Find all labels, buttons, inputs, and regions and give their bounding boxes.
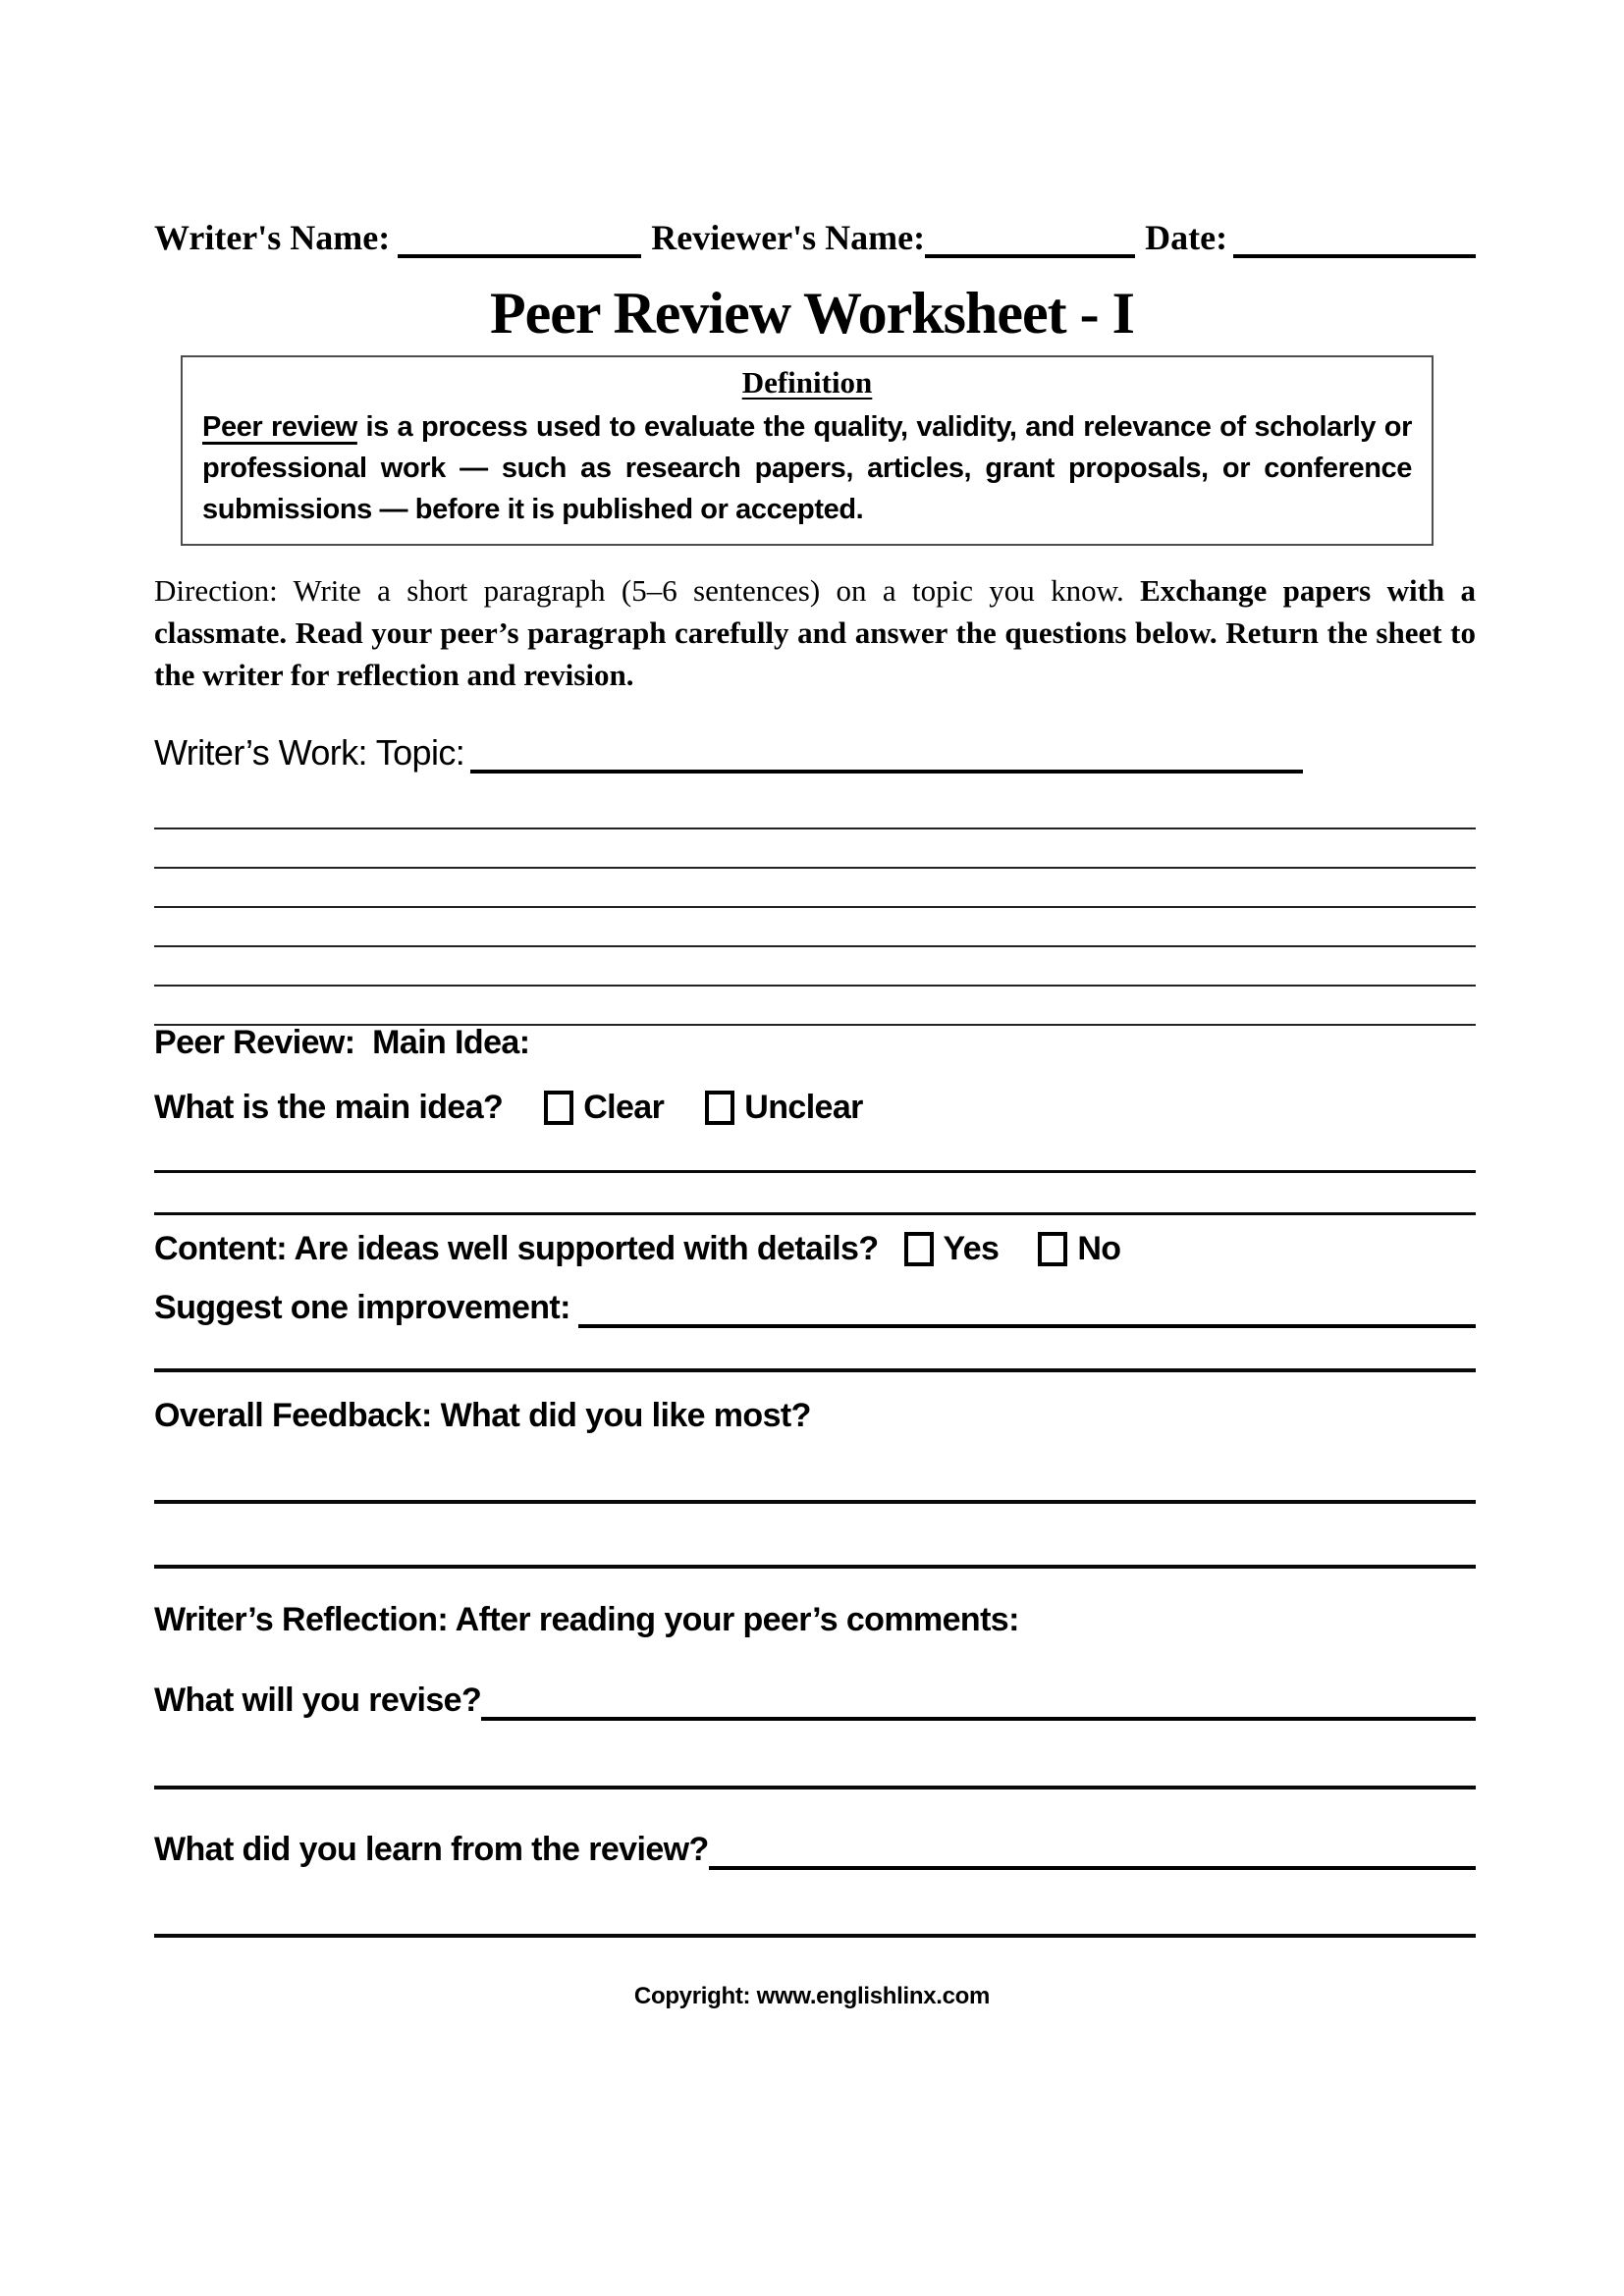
writers-name-label: Writer's Name: <box>154 218 391 257</box>
definition-body <box>202 406 1412 530</box>
definition-text: is a process used to evaluate the quality, validity, and relevance of scholarly or professional work — such as research papers, articles, grant proposals, or conference submissions — before it is published or accepted. <box>202 411 1412 525</box>
topic-row <box>154 731 1476 774</box>
main-idea-question: What is the main idea? <box>154 1089 504 1126</box>
answer-line <box>154 1934 1476 1938</box>
date-blank <box>1233 244 1476 258</box>
no-checkbox <box>1038 1232 1067 1266</box>
peer-review-heading: Peer Review: Main Idea: <box>154 1024 530 1061</box>
unclear-checkbox <box>705 1091 734 1125</box>
revise-blank <box>481 1707 1476 1721</box>
header-row <box>154 218 1476 258</box>
clear-label: Clear <box>583 1089 665 1126</box>
writing-line <box>154 829 1476 869</box>
answer-line <box>154 1565 1476 1569</box>
writers-name-blank <box>398 244 641 258</box>
overall-feedback-heading: Overall Feedback: What did you like most? <box>154 1397 811 1434</box>
suggest-blank <box>578 1314 1476 1328</box>
writing-line <box>154 869 1476 908</box>
answer-line <box>154 1500 1476 1504</box>
direction-normal-text: Direction: Write a short paragraph (5–6 sentences) on a topic you know. <box>154 573 1141 608</box>
unclear-label: Unclear <box>744 1089 863 1126</box>
reflection-heading: Writer’s Reflection: After reading your peer’s comments: <box>154 1601 1019 1638</box>
date-label: Date: <box>1145 218 1228 257</box>
topic-label: Writer’s Work: Topic: <box>154 732 465 773</box>
yes-label: Yes <box>943 1230 1000 1267</box>
answer-line <box>154 1170 1476 1173</box>
writing-line <box>154 790 1476 829</box>
answer-line <box>154 1786 1476 1789</box>
reviewers-name-blank <box>925 244 1135 258</box>
content-question: Content: Are ideas well supported with details? <box>154 1230 879 1267</box>
page-title: Peer Review Worksheet - I <box>490 281 1134 346</box>
revise-row <box>154 1681 1476 1721</box>
learn-question: What did you learn from the review? <box>154 1831 709 1868</box>
suggest-label: Suggest one improvement: <box>154 1289 570 1326</box>
revise-question: What will you revise? <box>154 1682 482 1719</box>
direction-paragraph <box>154 569 1476 696</box>
writing-line <box>154 947 1476 987</box>
writing-line <box>154 908 1476 947</box>
learn-blank <box>709 1856 1476 1870</box>
learn-row <box>154 1830 1476 1870</box>
direction-bold-text: Exchange papers with a classmate. Read your peer’s paragraph carefully and answer the questions below. Return the sheet to the writer for reflection and revision. <box>154 573 1476 692</box>
definition-box <box>181 355 1434 546</box>
definition-heading: Definition <box>741 365 873 400</box>
yes-checkbox <box>904 1232 934 1266</box>
paragraph-writing-lines <box>154 790 1476 1026</box>
main-idea-row <box>154 1088 863 1128</box>
topic-blank <box>470 760 1303 774</box>
reviewers-name-label: Reviewer's Name: <box>651 218 926 257</box>
answer-line <box>154 1368 1476 1372</box>
definition-term: Peer review <box>202 411 357 443</box>
writing-line <box>154 987 1476 1026</box>
suggest-row <box>154 1288 1476 1328</box>
content-row <box>154 1229 1120 1269</box>
no-label: No <box>1077 1230 1121 1267</box>
answer-line <box>154 1212 1476 1215</box>
clear-checkbox <box>544 1091 573 1125</box>
copyright-text: Copyright: www.englishlinx.com <box>633 1983 991 2009</box>
